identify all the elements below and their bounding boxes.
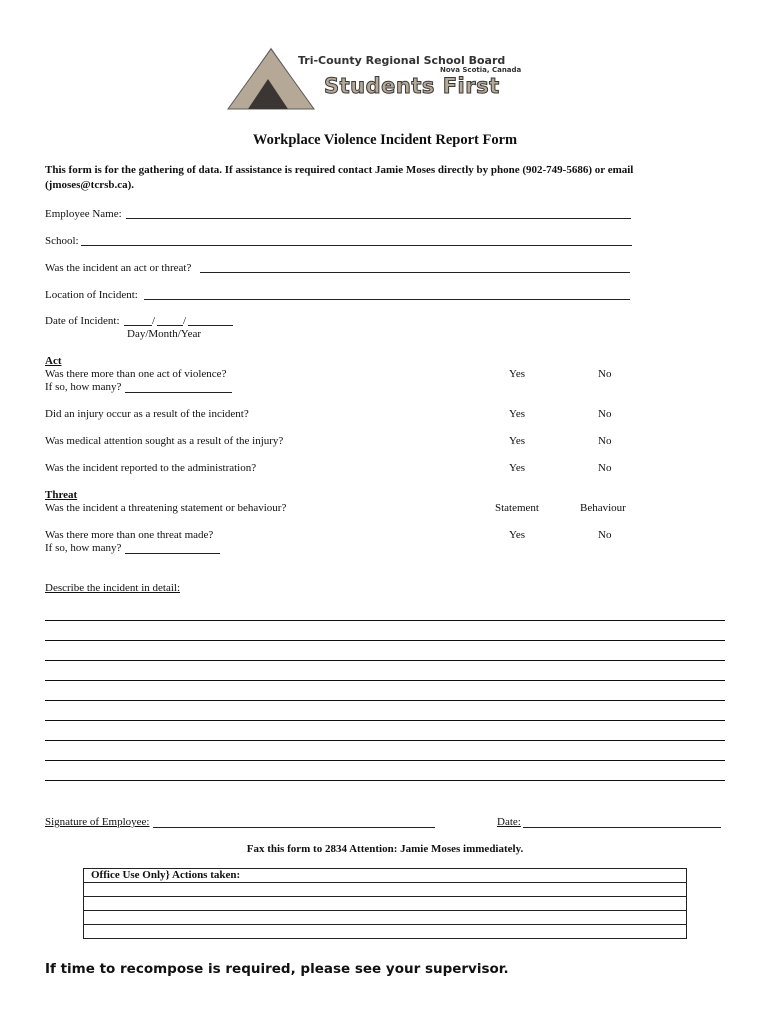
date-separator: / bbox=[183, 315, 187, 327]
act-heading: Act bbox=[45, 355, 62, 367]
description-line[interactable] bbox=[45, 720, 725, 721]
location-label: Location of Incident: bbox=[45, 289, 138, 301]
act-q4-no-option[interactable]: No bbox=[598, 462, 612, 474]
date-field[interactable] bbox=[523, 827, 721, 828]
act-or-threat-label: Was the incident an act or threat? bbox=[45, 262, 192, 274]
description-line[interactable] bbox=[45, 760, 725, 761]
intro-text-line1: This form is for the gathering of data. If assistance is required contact Jamie Moses directly by phone (902-749-5686) or email bbox=[45, 164, 634, 176]
description-line[interactable] bbox=[45, 700, 725, 701]
office-use-header-row bbox=[83, 868, 687, 883]
act-q1-yes-option[interactable]: Yes bbox=[509, 368, 526, 380]
description-line[interactable] bbox=[45, 680, 725, 681]
act-q2-no-option[interactable]: No bbox=[598, 408, 612, 420]
act-q3: Was medical attention sought as a result of the injury? bbox=[45, 435, 284, 447]
school-label: School: bbox=[45, 235, 79, 247]
org-location: Nova Scotia, Canada bbox=[440, 66, 522, 74]
description-line[interactable] bbox=[45, 780, 725, 781]
office-use-row[interactable] bbox=[83, 882, 687, 897]
location-field[interactable] bbox=[144, 299, 630, 300]
employee-name-label: Employee Name: bbox=[45, 208, 122, 220]
office-use-row[interactable] bbox=[83, 896, 687, 911]
act-q1: Was there more than one act of violence? bbox=[45, 368, 227, 380]
description-line[interactable] bbox=[45, 660, 725, 661]
act-q2-yes-option[interactable]: Yes bbox=[509, 408, 526, 420]
act-q4-yes-option[interactable]: Yes bbox=[509, 462, 526, 474]
brand-name: Students First bbox=[324, 74, 500, 98]
employee-name-field[interactable] bbox=[126, 218, 631, 219]
date-of-incident-label: Date of Incident: bbox=[45, 315, 120, 327]
description-line[interactable] bbox=[45, 740, 725, 741]
act-q4: Was the incident reported to the administration? bbox=[45, 462, 257, 474]
description-line[interactable] bbox=[45, 620, 725, 621]
threat-count-field[interactable] bbox=[125, 553, 220, 554]
office-use-row[interactable] bbox=[83, 924, 687, 939]
act-q1-followup: If so, how many? bbox=[45, 381, 122, 393]
threat-q2-followup: If so, how many? bbox=[45, 542, 122, 554]
signature-field[interactable] bbox=[153, 827, 435, 828]
threat-statement-option[interactable]: Statement bbox=[495, 502, 539, 514]
date-month-field[interactable] bbox=[157, 325, 183, 326]
intro-text-line2: (jmoses@tcrsb.ca). bbox=[45, 179, 135, 191]
supervisor-note: If time to recompose is required, please see your supervisor. bbox=[45, 961, 509, 977]
logo bbox=[226, 46, 526, 112]
threat-q2-no-option[interactable]: No bbox=[598, 529, 612, 541]
date-separator: / bbox=[152, 315, 156, 327]
signature-label: Signature of Employee: bbox=[45, 816, 150, 828]
act-q1-no-option[interactable]: No bbox=[598, 368, 612, 380]
threat-q2: Was there more than one threat made? bbox=[45, 529, 214, 541]
threat-q1: Was the incident a threatening statement or behaviour? bbox=[45, 502, 287, 514]
office-use-label: Office Use Only} Actions taken: bbox=[91, 869, 241, 881]
threat-behaviour-option[interactable]: Behaviour bbox=[580, 502, 626, 514]
threat-heading: Threat bbox=[45, 489, 78, 501]
act-q3-no-option[interactable]: No bbox=[598, 435, 612, 447]
org-name: Tri-County Regional School Board bbox=[298, 54, 506, 67]
act-q2: Did an injury occur as a result of the incident? bbox=[45, 408, 249, 420]
description-line[interactable] bbox=[45, 640, 725, 641]
office-use-row[interactable] bbox=[83, 910, 687, 925]
act-q3-yes-option[interactable]: Yes bbox=[509, 435, 526, 447]
date-year-field[interactable] bbox=[188, 325, 233, 326]
date-format-hint: Day/Month/Year bbox=[127, 328, 202, 340]
threat-q2-yes-option[interactable]: Yes bbox=[509, 529, 526, 541]
describe-incident-label: Describe the incident in detail: bbox=[45, 582, 181, 594]
form-title: Workplace Violence Incident Report Form bbox=[252, 132, 518, 148]
date-label: Date: bbox=[497, 816, 521, 828]
act-or-threat-field[interactable] bbox=[200, 272, 630, 273]
act-count-field[interactable] bbox=[125, 392, 232, 393]
school-field[interactable] bbox=[81, 245, 632, 246]
date-day-field[interactable] bbox=[124, 325, 152, 326]
fax-instruction: Fax this form to 2834 Attention: Jamie Moses immediately. bbox=[246, 843, 524, 855]
